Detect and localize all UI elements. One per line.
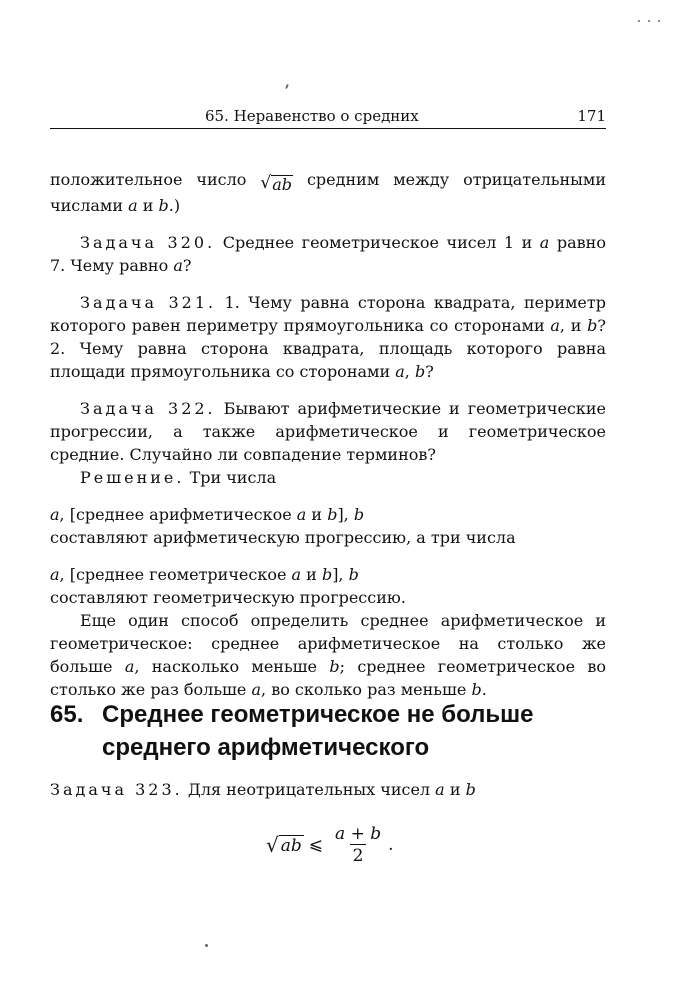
var-b: b [465, 780, 476, 799]
text-fragment: и [306, 565, 317, 584]
var-a: a [435, 780, 445, 799]
text-fragment: ? [425, 362, 434, 381]
radical-sign: √ [266, 832, 279, 857]
var-a: a [173, 256, 183, 275]
solution-line-2 [50, 586, 606, 609]
var-a: a [50, 565, 60, 584]
scan-speck [285, 84, 289, 89]
text-fragment: ], [332, 565, 344, 584]
var-a: a [395, 362, 405, 381]
text-fragment: Бывают арифметические и геометрические прогрессии, а также арифметическое и геометрическое средние. Случайно ли совпадение терминов? [50, 399, 607, 464]
var-b: b [471, 680, 482, 699]
text-fragment: , [404, 362, 410, 381]
sequence-geometric [50, 563, 606, 586]
radicand: ab [272, 175, 292, 194]
continued-paragraph [50, 168, 606, 217]
task-322 [50, 397, 606, 466]
text-fragment: Среднее геометрическое чисел 1 и [222, 233, 533, 252]
var-a: a [124, 657, 135, 676]
solution [50, 466, 606, 609]
var-b: b [587, 316, 598, 335]
text-fragment: ? 2. Чему равна сторона квадрата, площадь которого равна площади прямоугольника со сторонами [50, 316, 606, 381]
task-323 [50, 778, 606, 801]
var-b: b [348, 565, 359, 584]
period: . [388, 835, 394, 855]
var-a: a [550, 316, 560, 335]
header-rule [50, 128, 606, 129]
var-b: b [158, 196, 169, 215]
text-fragment: 1. Чему равна сторона квадрата, периметр которого равен периметру прямоугольника со сторонами [50, 293, 606, 335]
text-fragment: ; среднее геометрическое во столько же раз больше [50, 657, 606, 699]
text-fragment: составляют арифметическую прогрессию, а три числа [50, 528, 516, 547]
text-fragment: .) [168, 196, 181, 215]
var-a: a [539, 233, 550, 252]
header-section-title: 65. Неравенство о средних [205, 107, 419, 125]
var-b: b [327, 505, 338, 524]
text-fragment: средним между отрицательными числами [50, 170, 607, 215]
var-b: b [414, 362, 426, 381]
sqrt-ab-inline: √ ab [260, 173, 292, 194]
var-b: b [353, 505, 365, 524]
text-fragment: Для неотрицательных чисел [187, 780, 431, 799]
fraction [332, 824, 384, 867]
text-fragment: , [среднее арифметическое [59, 505, 292, 524]
section-title-line-2: среднего арифметического [102, 734, 430, 761]
text-fragment: и [142, 196, 154, 215]
numerator: a + b [335, 823, 382, 844]
task-label: Задача 321. [80, 293, 217, 312]
text-fragment: ], [337, 505, 349, 524]
text-fragment: равно 7. Чему равно [50, 233, 606, 275]
text-fragment: . [481, 680, 487, 699]
var-a: a [291, 565, 302, 584]
var-b: b [329, 657, 340, 676]
task-321 [50, 291, 606, 383]
sqrt-ab [266, 832, 304, 857]
solution-intro [50, 466, 606, 489]
text-fragment: Еще один способ определить среднее арифметическое и геометрическое: среднее арифметическое на столько же больше [50, 611, 606, 676]
denominator: 2 [350, 844, 367, 867]
text-fragment: ? [182, 256, 192, 275]
task-label: Задача 322. [80, 399, 216, 418]
scan-speck [658, 20, 660, 22]
text-fragment: , и [559, 316, 582, 335]
task-label: Задача 323. [50, 780, 183, 799]
relation-sign: ⩽ [308, 835, 324, 855]
text-fragment: Три числа [189, 468, 277, 487]
task-320 [50, 231, 606, 277]
text-fragment: , во сколько раз меньше [261, 680, 467, 699]
text-fragment: , [среднее геометрическое [59, 565, 287, 584]
text-fragment: и [449, 780, 461, 799]
running-header [50, 107, 606, 129]
text-fragment: составляют геометрическую прогрессию. [50, 588, 406, 607]
scan-speck [648, 20, 650, 22]
var-a: a [296, 505, 307, 524]
radicand: ab [280, 835, 302, 856]
solution-paragraph-2 [50, 609, 606, 701]
task-label: Задача 320. [80, 233, 216, 252]
section-number: 65. [50, 701, 84, 728]
scan-speck [638, 20, 640, 22]
am-gm-inequality [266, 820, 394, 870]
sequence-arithmetic [50, 503, 606, 526]
var-a: a [128, 196, 138, 215]
scan-speck [205, 944, 208, 947]
var-b: b [321, 565, 333, 584]
page-number: 171 [577, 107, 606, 125]
section-title-line-1: Среднее геометрическое не больше [102, 701, 534, 728]
text-fragment: и [311, 505, 323, 524]
body-text [50, 168, 606, 701]
text-fragment: , насколько меньше [134, 657, 318, 676]
text-fragment: положительное число [50, 170, 247, 189]
solution-line-1 [50, 526, 606, 549]
var-a: a [50, 505, 60, 524]
solution-label: Решение. [80, 468, 185, 487]
var-a: a [251, 680, 262, 699]
